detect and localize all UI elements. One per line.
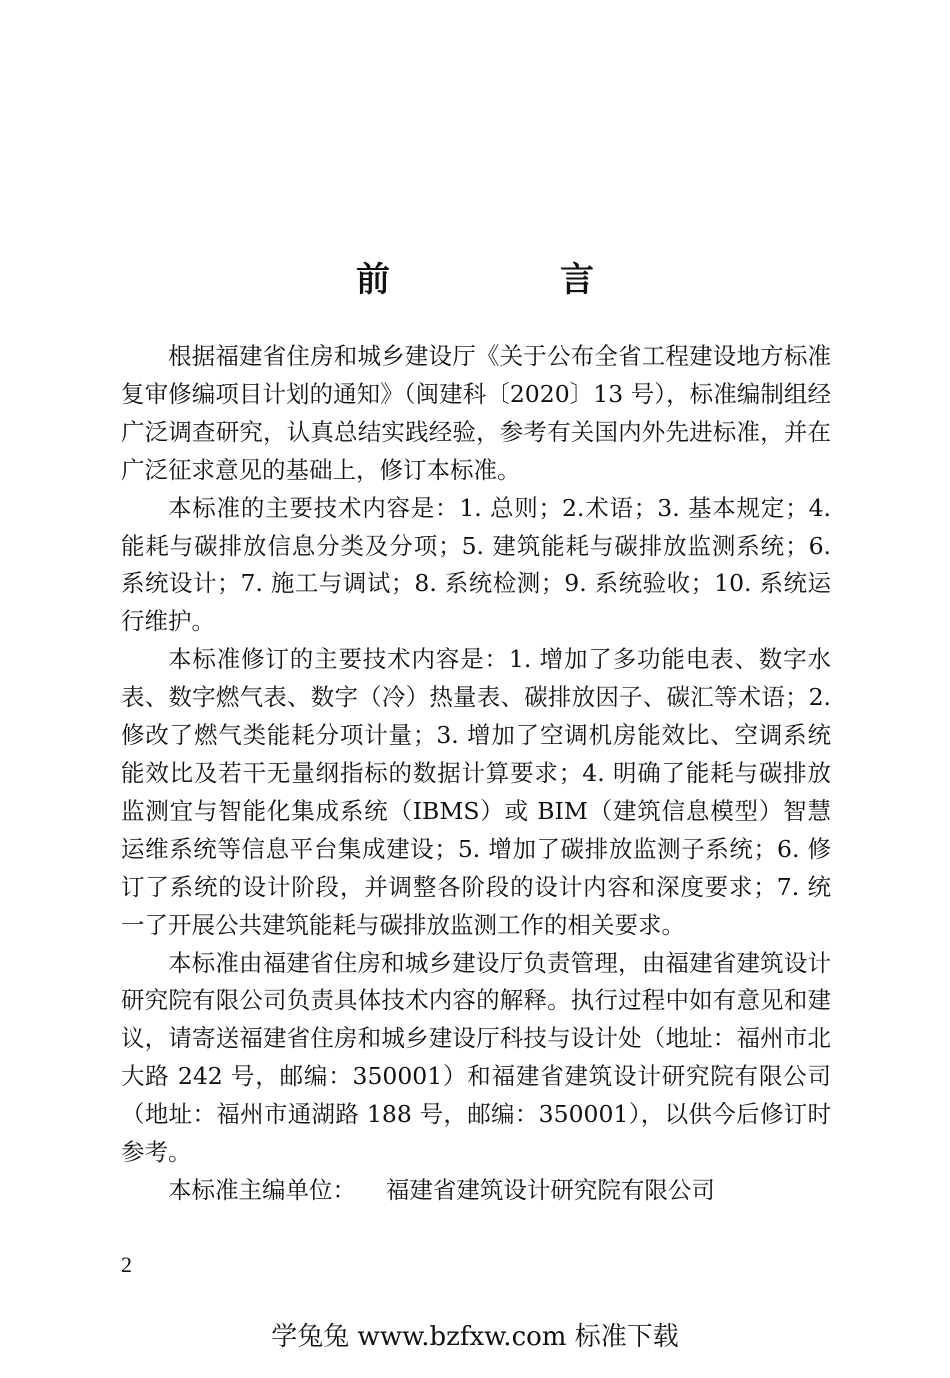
page-title: 前 言 [356, 260, 662, 300]
chief-editor-value: 福建省建筑设计研究院有限公司 [385, 1175, 715, 1204]
paragraph-revision-content: 本标准修订的主要技术内容是：1. 增加了多功能电表、数字水表、数字燃气表、数字（冷）热量表、碳排放因子、碳汇等术语；2. 修改了燃气类能耗分项计量；3. 增加了空调机房能效比、空调系统能效比及若干无量纲指标的数据计算要求；4. 明确了能耗与碳排放监测宜与智能化集成系统（IBMS）或 BIM（建筑信息模型）智慧运维系统等信息平台集成建设；5. 增加了碳排放监测子系统；6. 修订了系统的设计阶段，并调整各阶段的设计内容和深度要求；7. 统一了开展公共建筑能耗与碳排放监测工作的相关要求。 [121, 645, 831, 939]
paragraph-main-content: 本标准的主要技术内容是：1. 总则；2.术语；3. 基本规定；4. 能耗与碳排放信息分类及分项；5. 建筑能耗与碳排放监测系统；6. 系统设计；7. 施工与调试；8. 系统检测；9. 系统验收；10. 系统运行维护。 [121, 493, 831, 636]
chief-editor-line [121, 1172, 831, 1210]
preface-body [121, 338, 831, 1210]
paragraph-management: 本标准由福建省住房和城乡建设厅负责管理，由福建省建筑设计研究院有限公司负责具体技术内容的解释。执行过程中如有意见和建议，请寄送福建省住房和城乡建设厅科技与设计处（地址：福州市北大路 242 号，邮编：350001）和福建省建筑设计研究院有限公司（地址：福州市通湖路 188 号，邮编：350001），以供今后修订时参考。 [121, 948, 831, 1167]
paragraph-basis: 根据福建省住房和城乡建设厅《关于公布全省工程建设地方标准复审修编项目计划的通知》（闽建科〔2020〕13 号），标准编制组经广泛调查研究，认真总结实践经验，参考有关国内外先进标准，并在广泛征求意见的基础上，修订本标准。 [121, 342, 831, 484]
chief-editor-label: 本标准主编单位： [168, 1175, 356, 1204]
page-number: 2 [121, 1252, 132, 1277]
watermark-footer: 学兔兔 www.bzfxw.com 标准下载 [271, 1322, 679, 1352]
